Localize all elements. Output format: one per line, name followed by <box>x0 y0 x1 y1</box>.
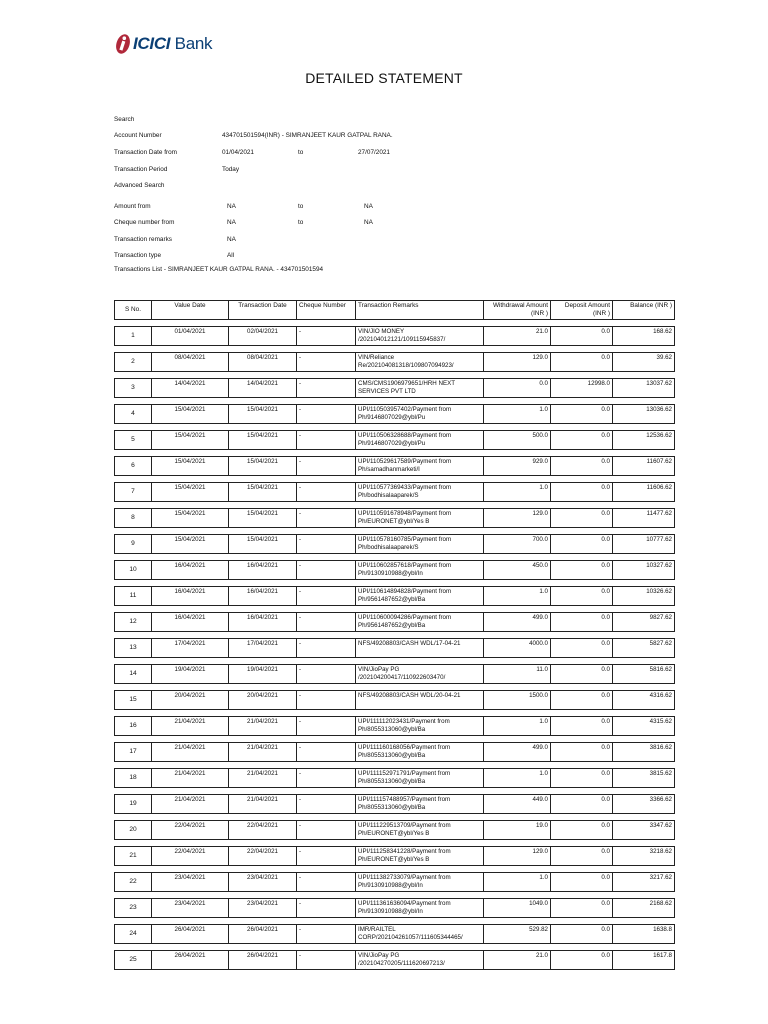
header-balance: Balance (INR ) <box>613 300 675 320</box>
cell-withdrawal: 1.0 <box>484 768 551 788</box>
header-deposit: Deposit Amount (INR ) <box>551 300 613 320</box>
cell-balance: 3816.62 <box>613 742 675 762</box>
cell-withdrawal: 1.0 <box>484 872 551 892</box>
cell-withdrawal: 21.0 <box>484 326 551 346</box>
cell-remarks: UPI/110578160785/Payment from Ph/bodhisalaaparek/S <box>356 534 484 554</box>
cell-transaction-date: 26/04/2021 <box>229 924 297 944</box>
cell-balance: 11477.62 <box>613 508 675 528</box>
cell-cheque-number: - <box>297 716 356 736</box>
cell-cheque-number: - <box>297 404 356 424</box>
cell-deposit: 0.0 <box>551 898 613 918</box>
cell-value-date: 15/04/2021 <box>152 404 229 424</box>
cell-cheque-number: - <box>297 924 356 944</box>
cell-transaction-date: 15/04/2021 <box>229 430 297 450</box>
cell-transaction-date: 21/04/2021 <box>229 794 297 814</box>
cell-balance: 1617.8 <box>613 950 675 970</box>
cell-balance: 10777.62 <box>613 534 675 554</box>
cell-value-date: 15/04/2021 <box>152 508 229 528</box>
cell-remarks: UPI/110614894828/Payment from Ph/9561487652@ybl/Ba <box>356 586 484 606</box>
cell-value-date: 23/04/2021 <box>152 898 229 918</box>
cell-sno: 25 <box>114 950 152 970</box>
table-row <box>114 742 675 762</box>
cell-transaction-date: 15/04/2021 <box>229 534 297 554</box>
cell-transaction-date: 17/04/2021 <box>229 638 297 658</box>
cell-cheque-number: - <box>297 690 356 710</box>
cell-balance: 3217.62 <box>613 872 675 892</box>
cell-transaction-date: 20/04/2021 <box>229 690 297 710</box>
cell-remarks: UPI/111112023431/Payment from Ph/8055313060@ybl/Ba <box>356 716 484 736</box>
amount-from: NA <box>227 203 236 210</box>
table-row <box>114 560 675 580</box>
header-value-date: Value Date <box>152 300 229 320</box>
cell-sno: 11 <box>114 586 152 606</box>
icici-bank-logo <box>115 30 212 58</box>
cell-transaction-date: 22/04/2021 <box>229 846 297 866</box>
cell-remarks: UPI/111157488957/Payment from Ph/8055313060@ybl/Ba <box>356 794 484 814</box>
cell-cheque-number: - <box>297 846 356 866</box>
cell-remarks: VIN/JIO MONEY /202104012121/109115945837/ <box>356 326 484 346</box>
cell-transaction-date: 23/04/2021 <box>229 898 297 918</box>
cell-cheque-number: - <box>297 820 356 840</box>
cell-remarks: VIN/Reliance Re/202104081318/109807094923/ <box>356 352 484 372</box>
cell-cheque-number: - <box>297 794 356 814</box>
cell-value-date: 14/04/2021 <box>152 378 229 398</box>
table-row <box>114 430 675 450</box>
table-row <box>114 326 675 346</box>
table-row <box>114 378 675 398</box>
date-from: 01/04/2021 <box>222 149 254 156</box>
cell-deposit: 0.0 <box>551 352 613 372</box>
cell-balance: 3347.62 <box>613 820 675 840</box>
cell-withdrawal: 129.0 <box>484 352 551 372</box>
cell-deposit: 0.0 <box>551 456 613 476</box>
cell-deposit: 0.0 <box>551 872 613 892</box>
table-row <box>114 638 675 658</box>
cell-cheque-number: - <box>297 456 356 476</box>
cell-cheque-number: - <box>297 898 356 918</box>
transactions-table <box>114 300 675 976</box>
cell-value-date: 26/04/2021 <box>152 950 229 970</box>
table-row <box>114 482 675 502</box>
cell-deposit: 0.0 <box>551 664 613 684</box>
cell-sno: 10 <box>114 560 152 580</box>
cell-balance: 5816.62 <box>613 664 675 684</box>
logo-wordmark <box>133 34 212 54</box>
header-cheque-number: Cheque Number <box>297 300 356 320</box>
cell-deposit: 0.0 <box>551 534 613 554</box>
cell-cheque-number: - <box>297 560 356 580</box>
transactions-list-title: Transactions List - SIMRANJEET KAUR GATPAL RANA. - 434701501594 <box>114 266 324 273</box>
cheque-to-label: to <box>298 219 304 226</box>
table-row <box>114 950 675 970</box>
cell-deposit: 0.0 <box>551 404 613 424</box>
icici-logo-icon <box>115 32 131 56</box>
cell-withdrawal: 1500.0 <box>484 690 551 710</box>
header-withdrawal: Withdrawal Amount (INR ) <box>484 300 551 320</box>
search-heading: Search <box>114 116 135 123</box>
cell-remarks: NFS/49208803/CASH WDL/17-04-21 <box>356 638 484 658</box>
table-row <box>114 716 675 736</box>
cell-sno: 24 <box>114 924 152 944</box>
cell-cheque-number: - <box>297 768 356 788</box>
cell-sno: 6 <box>114 456 152 476</box>
cell-value-date: 15/04/2021 <box>152 534 229 554</box>
cell-transaction-date: 02/04/2021 <box>229 326 297 346</box>
cell-balance: 168.62 <box>613 326 675 346</box>
cell-withdrawal: 1.0 <box>484 404 551 424</box>
cell-deposit: 0.0 <box>551 612 613 632</box>
cell-value-date: 26/04/2021 <box>152 924 229 944</box>
cell-balance: 2168.62 <box>613 898 675 918</box>
cell-sno: 1 <box>114 326 152 346</box>
cell-value-date: 15/04/2021 <box>152 456 229 476</box>
cell-deposit: 0.0 <box>551 950 613 970</box>
date-to: 27/07/2021 <box>358 149 390 156</box>
cell-transaction-date: 16/04/2021 <box>229 560 297 580</box>
cell-remarks: UPI/110506328688/Payment from Ph/9146807029@ybl/Pu <box>356 430 484 450</box>
cell-remarks: UPI/110591678948/Payment from Ph/EURONET@ybl/Yes B <box>356 508 484 528</box>
table-header-row <box>114 300 675 320</box>
cell-value-date: 23/04/2021 <box>152 872 229 892</box>
table-row <box>114 612 675 632</box>
cell-transaction-date: 19/04/2021 <box>229 664 297 684</box>
cell-withdrawal: 500.0 <box>484 430 551 450</box>
cell-deposit: 0.0 <box>551 586 613 606</box>
cell-transaction-date: 22/04/2021 <box>229 820 297 840</box>
header-sno: S No. <box>114 300 152 320</box>
cell-remarks: IMR/RAILTEL CORP/202104261057/111605344465/ <box>356 924 484 944</box>
cell-sno: 3 <box>114 378 152 398</box>
cell-deposit: 0.0 <box>551 638 613 658</box>
cell-value-date: 16/04/2021 <box>152 586 229 606</box>
cell-transaction-date: 21/04/2021 <box>229 742 297 762</box>
cell-remarks: UPI/110529617589/Payment from Ph/samadhanmarketi/I <box>356 456 484 476</box>
cell-withdrawal: 450.0 <box>484 560 551 580</box>
cell-cheque-number: - <box>297 742 356 762</box>
period-value: Today <box>222 166 240 173</box>
remarks-label: Transaction remarks <box>114 236 173 243</box>
cell-remarks: VIN/JioPay PG /202104270205/111620697213/ <box>356 950 484 970</box>
cell-remarks: UPI/111152971791/Payment from Ph/8055313060@ybl/Ba <box>356 768 484 788</box>
cell-transaction-date: 08/04/2021 <box>229 352 297 372</box>
cell-balance: 13036.62 <box>613 404 675 424</box>
table-row <box>114 352 675 372</box>
cell-sno: 2 <box>114 352 152 372</box>
cell-value-date: 19/04/2021 <box>152 664 229 684</box>
cell-value-date: 17/04/2021 <box>152 638 229 658</box>
logo-word-bank: Bank <box>174 34 213 53</box>
cell-value-date: 20/04/2021 <box>152 690 229 710</box>
amount-to-label: to <box>298 203 304 210</box>
type-label: Transaction type <box>114 252 162 259</box>
cell-sno: 20 <box>114 820 152 840</box>
cell-sno: 21 <box>114 846 152 866</box>
table-row <box>114 404 675 424</box>
cell-remarks: UPI/111361636094/Payment from Ph/9130910988@ybl/In <box>356 898 484 918</box>
cheque-from: NA <box>227 219 236 226</box>
cell-balance: 3218.62 <box>613 846 675 866</box>
cell-balance: 12536.62 <box>613 430 675 450</box>
cell-remarks: UPI/111160168056/Payment from Ph/8055313060@ybl/Ba <box>356 742 484 762</box>
cell-sno: 17 <box>114 742 152 762</box>
remarks-value: NA <box>227 236 236 243</box>
cell-value-date: 21/04/2021 <box>152 768 229 788</box>
cell-deposit: 0.0 <box>551 794 613 814</box>
cell-sno: 8 <box>114 508 152 528</box>
cell-value-date: 01/04/2021 <box>152 326 229 346</box>
table-row <box>114 898 675 918</box>
cell-cheque-number: - <box>297 664 356 684</box>
cell-cheque-number: - <box>297 586 356 606</box>
cell-deposit: 0.0 <box>551 716 613 736</box>
cell-balance: 13037.62 <box>613 378 675 398</box>
cell-remarks: UPI/111258341228/Payment from Ph/EURONET@ybl/Yes B <box>356 846 484 866</box>
logo-word-icici: ICICI <box>133 34 171 53</box>
cell-withdrawal: 21.0 <box>484 950 551 970</box>
cell-sno: 4 <box>114 404 152 424</box>
period-label: Transaction Period <box>114 166 168 173</box>
cell-transaction-date: 16/04/2021 <box>229 612 297 632</box>
cell-cheque-number: - <box>297 326 356 346</box>
cell-transaction-date: 15/04/2021 <box>229 404 297 424</box>
cell-sno: 7 <box>114 482 152 502</box>
cell-cheque-number: - <box>297 872 356 892</box>
cell-deposit: 0.0 <box>551 742 613 762</box>
cell-deposit: 0.0 <box>551 482 613 502</box>
cell-balance: 11607.62 <box>613 456 675 476</box>
cell-cheque-number: - <box>297 534 356 554</box>
cell-remarks: UPI/110577369433/Payment from Ph/bodhisalaaparek/S <box>356 482 484 502</box>
cell-sno: 23 <box>114 898 152 918</box>
cell-withdrawal: 19.0 <box>484 820 551 840</box>
cell-sno: 14 <box>114 664 152 684</box>
cell-deposit: 0.0 <box>551 430 613 450</box>
cell-cheque-number: - <box>297 950 356 970</box>
cell-withdrawal: 449.0 <box>484 794 551 814</box>
table-row <box>114 794 675 814</box>
table-row <box>114 846 675 866</box>
cell-remarks: UPI/111382733079/Payment from Ph/9130910988@ybl/In <box>356 872 484 892</box>
table-row <box>114 924 675 944</box>
cell-cheque-number: - <box>297 612 356 632</box>
page-title: DETAILED STATEMENT <box>305 70 463 86</box>
cell-deposit: 0.0 <box>551 690 613 710</box>
cell-transaction-date: 15/04/2021 <box>229 482 297 502</box>
cell-value-date: 21/04/2021 <box>152 742 229 762</box>
cell-remarks: UPI/110600094286/Payment from Ph/9561487652@ybl/Ba <box>356 612 484 632</box>
cell-balance: 39.62 <box>613 352 675 372</box>
table-row <box>114 768 675 788</box>
cell-transaction-date: 26/04/2021 <box>229 950 297 970</box>
cell-remarks: UPI/111229513709/Payment from Ph/EURONET@ybl/Yes B <box>356 820 484 840</box>
cell-balance: 11606.62 <box>613 482 675 502</box>
cell-deposit: 0.0 <box>551 768 613 788</box>
cell-withdrawal: 499.0 <box>484 742 551 762</box>
cell-sno: 5 <box>114 430 152 450</box>
cell-withdrawal: 129.0 <box>484 508 551 528</box>
cell-remarks: UPI/110503957402/Payment from Ph/9146807029@ybl/Pu <box>356 404 484 424</box>
cell-remarks: VIN/JioPay PG /202104200417/110922603470/ <box>356 664 484 684</box>
cell-sno: 12 <box>114 612 152 632</box>
date-label: Transaction Date from <box>114 149 177 156</box>
table-row <box>114 586 675 606</box>
amount-to: NA <box>364 203 373 210</box>
cell-withdrawal: 4000.0 <box>484 638 551 658</box>
cell-deposit: 0.0 <box>551 820 613 840</box>
cell-deposit: 0.0 <box>551 508 613 528</box>
cell-sno: 18 <box>114 768 152 788</box>
cell-balance: 3815.62 <box>613 768 675 788</box>
cell-value-date: 21/04/2021 <box>152 794 229 814</box>
cell-transaction-date: 15/04/2021 <box>229 508 297 528</box>
cell-cheque-number: - <box>297 430 356 450</box>
cell-transaction-date: 15/04/2021 <box>229 456 297 476</box>
cell-balance: 3366.62 <box>613 794 675 814</box>
table-row <box>114 456 675 476</box>
cell-sno: 13 <box>114 638 152 658</box>
date-to-label: to <box>298 149 304 156</box>
table-row <box>114 534 675 554</box>
cell-sno: 19 <box>114 794 152 814</box>
type-value: All <box>227 252 235 259</box>
cell-withdrawal: 1049.0 <box>484 898 551 918</box>
cell-deposit: 0.0 <box>551 560 613 580</box>
account-value: 434701501594(INR) - SIMRANJEET KAUR GATPAL RANA. <box>222 132 393 139</box>
header-transaction-date: Transaction Date <box>229 300 297 320</box>
cell-withdrawal: 0.0 <box>484 378 551 398</box>
header-remarks: Transaction Remarks <box>356 300 484 320</box>
cell-cheque-number: - <box>297 378 356 398</box>
cell-remarks: NFS/49208803/CASH WDL/20-04-21 <box>356 690 484 710</box>
advanced-search-heading: Advanced Search <box>114 182 165 189</box>
cell-value-date: 16/04/2021 <box>152 560 229 580</box>
cell-withdrawal: 1.0 <box>484 482 551 502</box>
cell-transaction-date: 14/04/2021 <box>229 378 297 398</box>
cell-sno: 15 <box>114 690 152 710</box>
cell-transaction-date: 21/04/2021 <box>229 768 297 788</box>
cheque-to: NA <box>364 219 373 226</box>
cell-balance: 9827.62 <box>613 612 675 632</box>
cell-withdrawal: 529.82 <box>484 924 551 944</box>
cell-deposit: 0.0 <box>551 846 613 866</box>
cell-cheque-number: - <box>297 508 356 528</box>
table-row <box>114 690 675 710</box>
table-body <box>114 326 675 970</box>
cell-balance: 10327.62 <box>613 560 675 580</box>
table-row <box>114 872 675 892</box>
cell-transaction-date: 16/04/2021 <box>229 586 297 606</box>
cell-remarks: UPI/110602857618/Payment from Ph/9130910988@ybl/In <box>356 560 484 580</box>
cell-sno: 9 <box>114 534 152 554</box>
cell-withdrawal: 1.0 <box>484 716 551 736</box>
cell-balance: 4316.62 <box>613 690 675 710</box>
cell-value-date: 15/04/2021 <box>152 430 229 450</box>
cell-withdrawal: 700.0 <box>484 534 551 554</box>
cell-cheque-number: - <box>297 482 356 502</box>
cell-remarks: CMS/CMS1906979651/HRH NEXT SERVICES PVT LTD <box>356 378 484 398</box>
table-row <box>114 820 675 840</box>
cell-withdrawal: 1.0 <box>484 586 551 606</box>
cell-value-date: 08/04/2021 <box>152 352 229 372</box>
table-row <box>114 508 675 528</box>
cheque-label: Cheque number from <box>114 219 175 226</box>
cell-value-date: 22/04/2021 <box>152 846 229 866</box>
cell-transaction-date: 23/04/2021 <box>229 872 297 892</box>
cell-deposit: 12998.0 <box>551 378 613 398</box>
cell-value-date: 22/04/2021 <box>152 820 229 840</box>
cell-withdrawal: 929.0 <box>484 456 551 476</box>
cell-sno: 22 <box>114 872 152 892</box>
cell-deposit: 0.0 <box>551 326 613 346</box>
cell-withdrawal: 129.0 <box>484 846 551 866</box>
cell-value-date: 16/04/2021 <box>152 612 229 632</box>
cell-value-date: 15/04/2021 <box>152 482 229 502</box>
cell-balance: 5827.62 <box>613 638 675 658</box>
account-label: Account Number <box>114 132 162 139</box>
amount-label: Amount from <box>114 203 151 210</box>
cell-cheque-number: - <box>297 638 356 658</box>
cell-sno: 16 <box>114 716 152 736</box>
cell-balance: 1638.8 <box>613 924 675 944</box>
cell-withdrawal: 499.0 <box>484 612 551 632</box>
cell-balance: 4315.62 <box>613 716 675 736</box>
table-row <box>114 664 675 684</box>
cell-cheque-number: - <box>297 352 356 372</box>
cell-balance: 10326.62 <box>613 586 675 606</box>
cell-withdrawal: 11.0 <box>484 664 551 684</box>
cell-deposit: 0.0 <box>551 924 613 944</box>
cell-transaction-date: 21/04/2021 <box>229 716 297 736</box>
cell-value-date: 21/04/2021 <box>152 716 229 736</box>
